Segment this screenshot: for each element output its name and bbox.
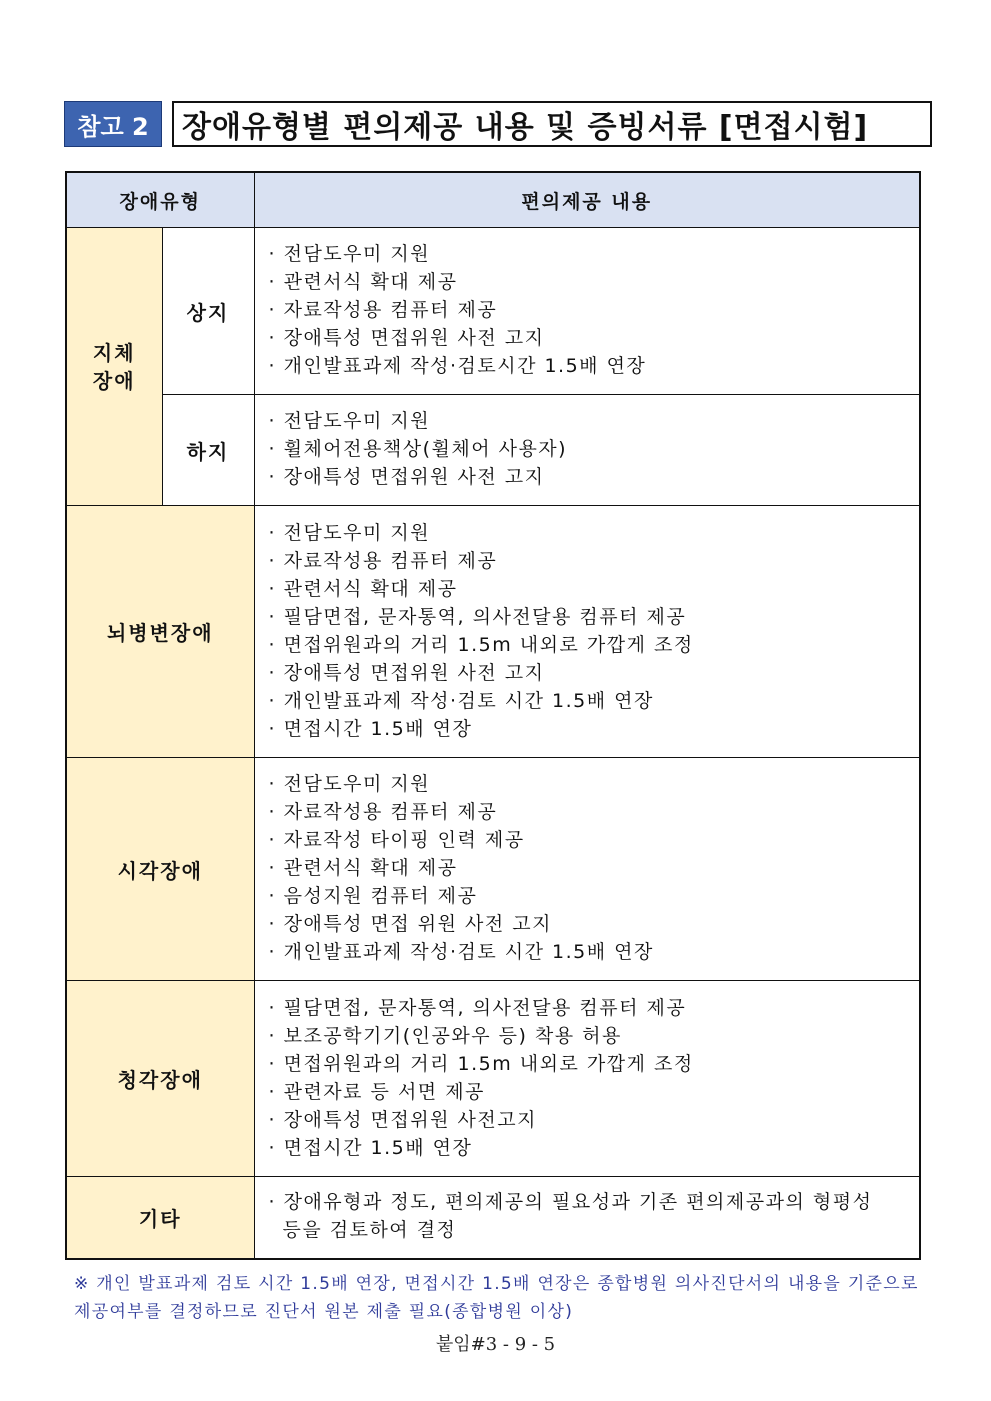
list-item: · 개인발표과제 작성·검토 시간 1.5배 연장 xyxy=(269,938,920,966)
title-row xyxy=(64,101,922,147)
list-item: · 음성지원 컴퓨터 제공 xyxy=(269,882,920,910)
content-hearing xyxy=(254,981,920,1177)
page-title: 장애유형별 편의제공 내용 및 증빙서류 [면접시험] xyxy=(172,101,932,147)
list-item: · 면접위원과의 거리 1.5m 내외로 가깝게 조정 xyxy=(269,1050,920,1078)
category-limb xyxy=(66,228,162,506)
list-item: · 보조공학기기(인공와우 등) 착용 허용 xyxy=(269,1022,920,1050)
list-item: · 장애특성 면접 위원 사전 고지 xyxy=(269,910,920,938)
table-row-brain xyxy=(66,506,920,758)
list-item: · 면접시간 1.5배 연장 xyxy=(269,1134,920,1162)
list-item: · 자료작성용 컴퓨터 제공 xyxy=(269,547,920,575)
list-item: · 전담도우미 지원 xyxy=(269,770,920,798)
accommodation-table xyxy=(65,171,921,1260)
list-item: · 개인발표과제 작성·검토 시간 1.5배 연장 xyxy=(269,687,920,715)
content-brain xyxy=(254,506,920,758)
list-item: · 필담면접, 문자통역, 의사전달용 컴퓨터 제공 xyxy=(269,994,920,1022)
content-other xyxy=(254,1177,920,1259)
list-item: · 면접위원과의 거리 1.5m 내외로 가깝게 조정 xyxy=(269,631,920,659)
list-item: · 관련서식 확대 제공 xyxy=(269,854,920,882)
content-limb-upper xyxy=(254,228,920,395)
list-item: · 개인발표과제 작성·검토시간 1.5배 연장 xyxy=(269,352,920,380)
list-item: · 장애특성 면접위원 사전 고지 xyxy=(269,463,920,491)
list-item: · 필담면접, 문자통역, 의사전달용 컴퓨터 제공 xyxy=(269,603,920,631)
list-item: · 자료작성 타이핑 인력 제공 xyxy=(269,826,920,854)
subcategory-upper: 상지 xyxy=(162,228,254,395)
table-row-limb-upper xyxy=(66,228,920,395)
subcategory-lower: 하지 xyxy=(162,395,254,506)
list-item: · 전담도우미 지원 xyxy=(269,240,920,268)
content-visual xyxy=(254,758,920,981)
list-item: · 장애특성 면접위원 사전 고지 xyxy=(269,324,920,352)
reference-badge: 참고 2 xyxy=(64,101,162,147)
list-item: · 관련자료 등 서면 제공 xyxy=(269,1078,920,1106)
list-item: · 장애특성 면접위원 사전고지 xyxy=(269,1106,920,1134)
header-accommodation-content: 편의제공 내용 xyxy=(254,172,920,228)
category-visual: 시각장애 xyxy=(66,758,254,981)
category-limb-label: 지체 장애 xyxy=(92,340,136,393)
category-brain: 뇌병변장애 xyxy=(66,506,254,758)
category-other: 기타 xyxy=(66,1177,254,1259)
list-item: · 면접시간 1.5배 연장 xyxy=(269,715,920,743)
list-item: · 자료작성용 컴퓨터 제공 xyxy=(269,798,920,826)
header-disability-type: 장애유형 xyxy=(66,172,254,228)
footnote: ※ 개인 발표과제 검토 시간 1.5배 연장, 면접시간 1.5배 연장은 종합병원 의사진단서의 내용을 기준으로 제공여부를 결정하므로 진단서 원본 제출 필요(종합병원 이상) xyxy=(74,1274,919,1322)
list-item: · 장애유형과 정도, 편의제공의 필요성과 기존 편의제공과의 형평성 등을 검토하여 결정 xyxy=(269,1188,883,1244)
table-header-row xyxy=(66,172,920,228)
list-item: · 장애특성 면접위원 사전 고지 xyxy=(269,659,920,687)
list-item: · 전담도우미 지원 xyxy=(269,407,920,435)
content-limb-lower xyxy=(254,395,920,506)
list-item: · 관련서식 확대 제공 xyxy=(269,575,920,603)
page-number: 붙임#3 - 9 - 5 xyxy=(435,1334,556,1355)
list-item: · 전담도우미 지원 xyxy=(269,519,920,547)
table-row-other xyxy=(66,1177,920,1259)
list-item: · 관련서식 확대 제공 xyxy=(269,268,920,296)
table-row-limb-lower xyxy=(66,395,920,506)
list-item: · 휠체어전용책상(휠체어 사용자) xyxy=(269,435,920,463)
table-row-hearing xyxy=(66,981,920,1177)
list-item: · 자료작성용 컴퓨터 제공 xyxy=(269,296,920,324)
table-row-visual xyxy=(66,758,920,981)
category-hearing: 청각장애 xyxy=(66,981,254,1177)
